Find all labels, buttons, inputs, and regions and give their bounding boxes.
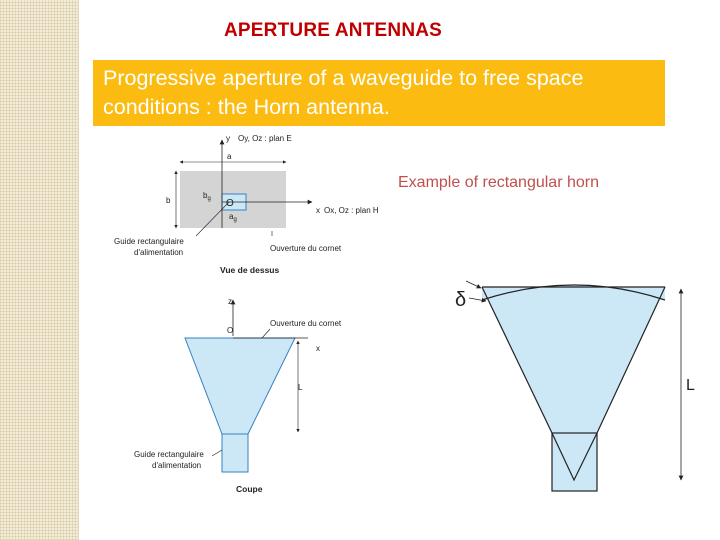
horn-feed-waveguide <box>552 433 597 491</box>
delta-arrow-upper <box>466 281 481 288</box>
aperture-label: Ouverture du cornet <box>270 244 342 253</box>
z-axis-label: z <box>228 297 232 306</box>
x-axis-label: x <box>316 206 320 215</box>
dimension-ag-label: $a_g$ <box>229 212 237 223</box>
top-view-diagram <box>114 134 379 275</box>
large-horn-diagram <box>455 281 695 491</box>
dimension-b-label: b <box>166 196 171 205</box>
horn-flare-fill <box>482 287 665 433</box>
banner-text: Progressive aperture of a waveguide to free space conditions : the Horn antenna. <box>103 66 584 119</box>
section-x-axis-label: x <box>316 344 320 353</box>
section-guide-leader <box>212 450 222 456</box>
section-aperture-leader <box>262 329 270 338</box>
guide-label-line1: Guide rectangulaire <box>114 237 184 246</box>
horn-length-label: L <box>686 377 695 394</box>
top-view-caption: Vue de dessus <box>220 265 280 275</box>
delta-label: δ <box>455 289 467 311</box>
guide-label-line2: d'alimentation <box>134 248 184 257</box>
section-origin-label: O <box>227 326 234 335</box>
section-feed-guide <box>222 434 248 472</box>
section-view-diagram <box>134 297 342 494</box>
plane-e-label: Oy, Oz : plan E <box>238 134 292 143</box>
section-length-label: L <box>298 383 303 392</box>
example-label: Example of rectangular horn <box>398 174 599 191</box>
section-guide-label-line1: Guide rectangulaire <box>134 450 204 459</box>
dimension-a-label: a <box>227 152 232 161</box>
section-aperture-label: Ouverture du cornet <box>270 319 342 328</box>
y-axis-label: y <box>226 134 230 143</box>
origin-label: O <box>226 198 234 209</box>
dimension-bg-label: $b_g$ <box>203 191 211 202</box>
section-caption: Coupe <box>236 484 263 494</box>
plane-h-label: Ox, Oz : plan H <box>324 206 379 215</box>
section-guide-label-line2: d'alimentation <box>152 461 202 470</box>
slide-title: APERTURE ANTENNAS <box>224 20 443 41</box>
section-horn-shape <box>185 338 295 434</box>
